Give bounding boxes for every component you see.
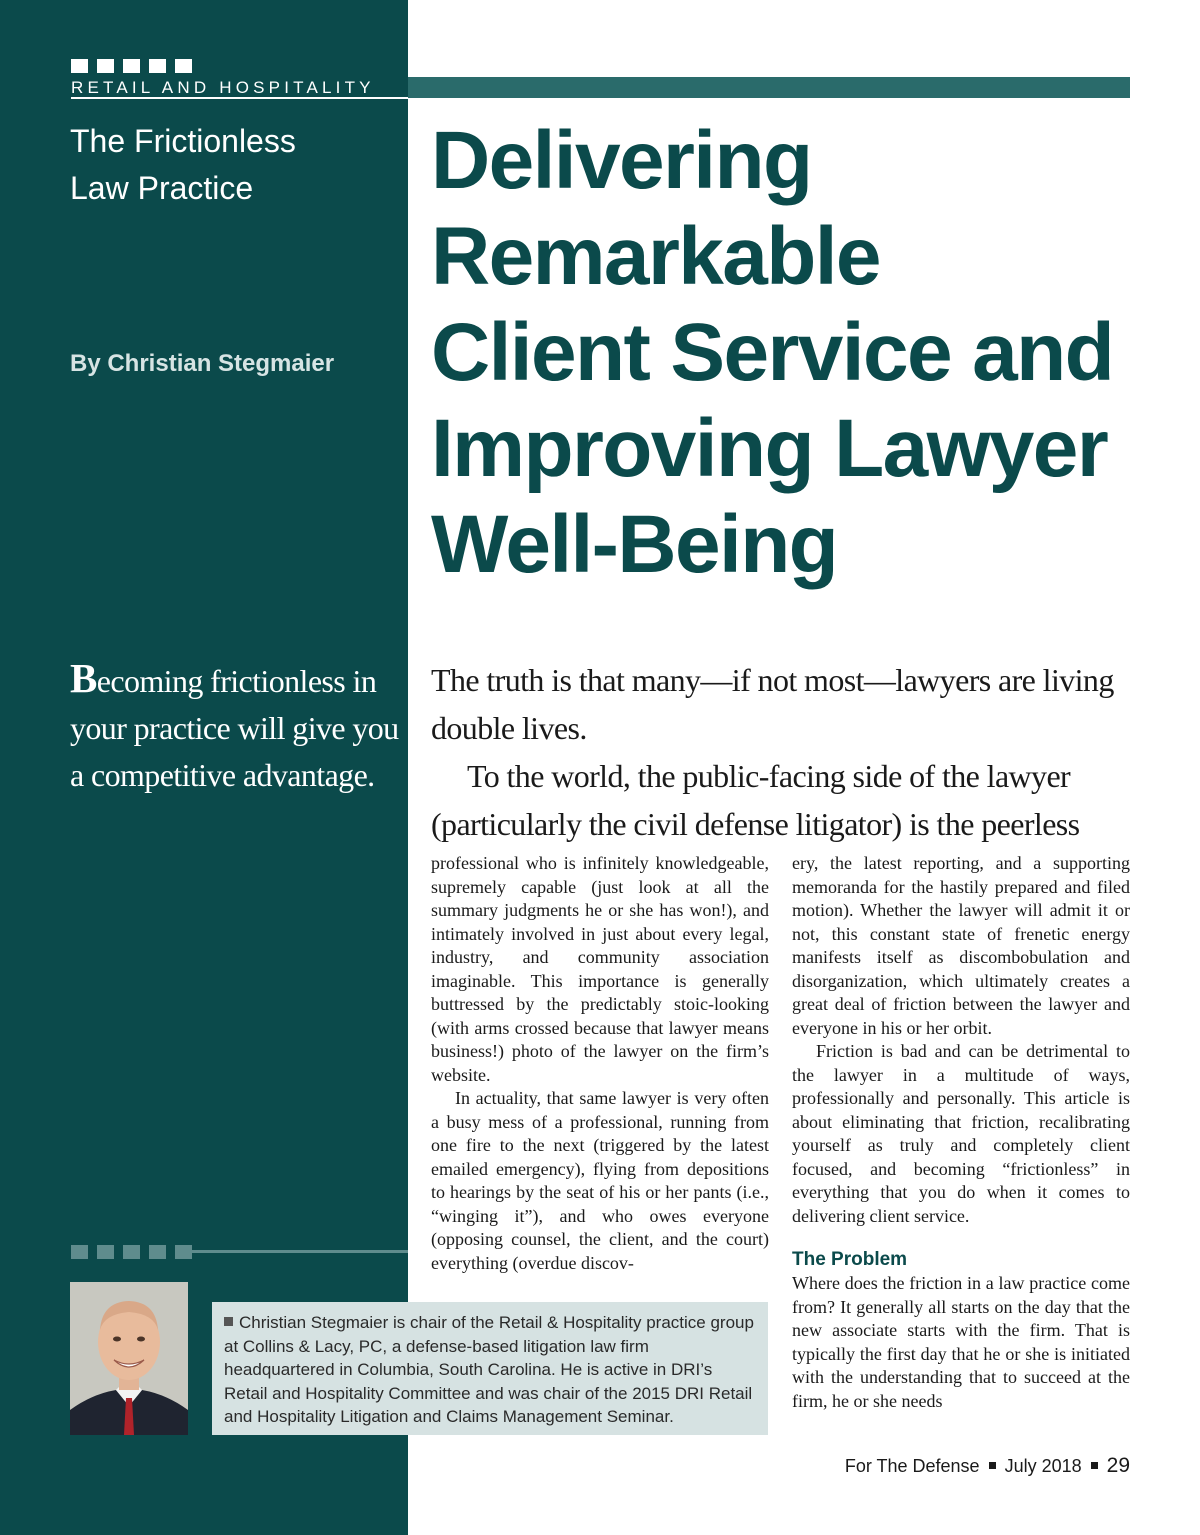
body-column-left (431, 852, 769, 1275)
pull-quote-dropcap: B (70, 655, 97, 701)
lede-paragraph: To the world, the public-facing side of the lawyer (particularly the civil defense litigator) is the peerless (431, 758, 1080, 842)
series-title-line: Law Practice (70, 170, 254, 206)
pull-quote-text: ecoming frictionless in your practice will give you a competitive advantage. (70, 663, 399, 793)
header-rule-thin (408, 96, 1130, 98)
body-paragraph: In actuality, that same lawyer is very often a busy mess of a professional, running from one fire to the next (triggered by the latest emailed emergency), flying from depositions to hearings by the seat of his or her pants (i.e., “winging it”), and who owes everyone (opposing counsel, the client, and the court) everything (overdue discov- (431, 1088, 769, 1273)
author-bio (212, 1302, 768, 1435)
headline-line: Remarkable (431, 211, 880, 302)
headline-line: Delivering (431, 115, 812, 206)
headline-line: Well-Being (431, 499, 838, 590)
lede-paragraph: The truth is that many—if not most—lawyers are living double lives. (431, 662, 1114, 746)
body-paragraph: Where does the friction in a law practice come from? It generally all starts on the day that the new associate starts with the firm. That is typically the first day that he or she is initiated with the understanding that to succeed at the firm, he or she needs (792, 1273, 1130, 1411)
series-title-line: The Frictionless (70, 123, 296, 159)
footer-separator-icon (989, 1462, 996, 1469)
issue-date: July 2018 (1004, 1456, 1082, 1476)
section-label: RETAIL AND HOSPITALITY (71, 78, 375, 97)
footer-separator-icon (1091, 1462, 1098, 1469)
body-paragraph: Friction is bad and can be detrimental to the lawyer in a multitude of ways, professionally and personally. This article is about eliminating that friction, recalibrating yourself as truly and completely client focused, and becoming “frictionless” in everything that you do when it comes to delivering client service. (792, 1041, 1130, 1226)
bio-marker-squares (71, 1245, 192, 1259)
headline-line: Improving Lawyer (431, 403, 1108, 494)
bio-rule (190, 1250, 408, 1253)
page-footer (845, 1454, 1130, 1478)
publication-name: For The Defense (844, 1456, 980, 1476)
bio-bullet-icon (224, 1317, 233, 1326)
section-subhead: The Problem (792, 1249, 908, 1270)
header-rule (408, 77, 1130, 96)
headline-line: Client Service and (431, 307, 1114, 398)
author-portrait-icon (70, 1282, 188, 1435)
page-number: 29 (1106, 1454, 1130, 1477)
body-paragraph: ery, the latest reporting, and a supporting memoranda for the hastily prepared and filed motion). Whether the lawyer will admit it or not, this constant state of frenetic energy manifests itself as discombobulation and disorganization, which ultimately creates a great deal of friction between the lawyer and everyone in his or her orbit. (792, 853, 1130, 1038)
series-title (70, 118, 390, 212)
author-photo (70, 1282, 188, 1435)
byline: By Christian Stegmaier (70, 350, 335, 377)
article-headline (431, 113, 1151, 593)
pull-quote (70, 655, 400, 799)
section-rule (71, 97, 408, 99)
body-paragraph: professional who is infinitely knowledgeable, supremely capable (just look at all the summary judgments he or she has won!), and intimately involved in just about every legal, industry, and community association imaginable. This importance is generally buttressed by the predictably stoic-looking (with arms crossed because that lawyer means business!) photo of the lawyer on the firm’s website. (431, 853, 769, 1085)
section-marker-squares (71, 59, 192, 73)
body-column-right (792, 852, 1130, 1413)
lede (431, 656, 1131, 848)
author-bio-text: Christian Stegmaier is chair of the Retail & Hospitality practice group at Collins & Lacy, PC, a defense-based litigation law firm headquartered in Columbia, South Carolina. He is active in DRI’s Retail and Hospitality Committee and was chair of the 2015 DRI Retail and Hospitality Litigation and Claims Management Seminar. (224, 1313, 754, 1426)
